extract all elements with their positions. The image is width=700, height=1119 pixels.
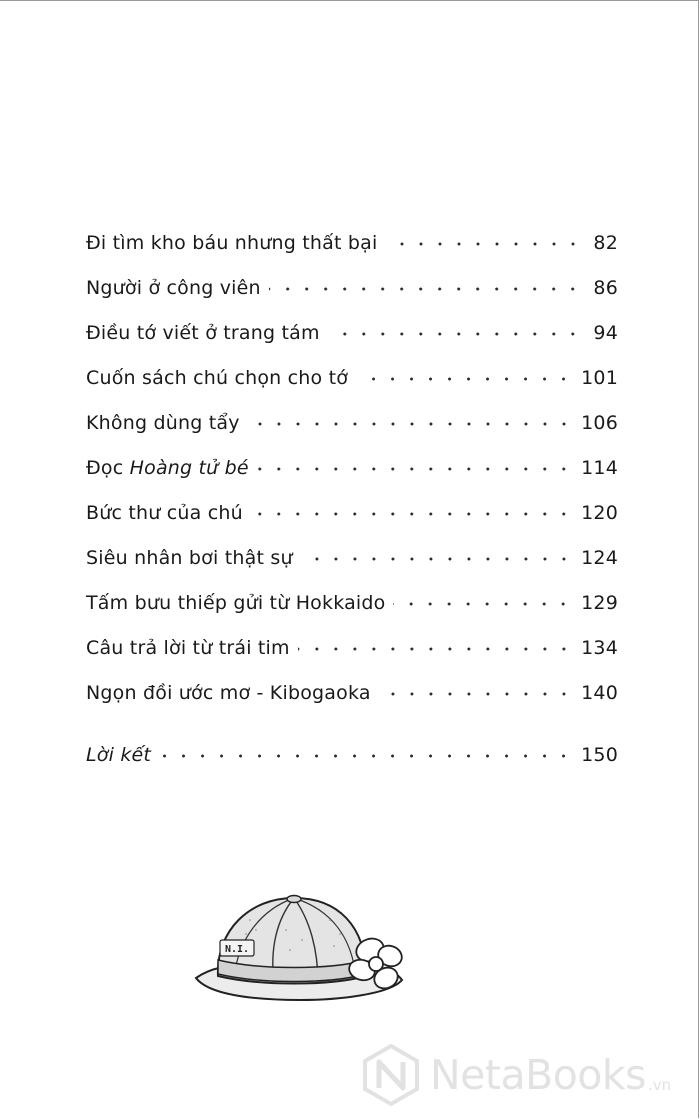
toc-entry-page: 120 bbox=[581, 502, 618, 524]
toc-entry-title: Không dùng tẩy bbox=[86, 412, 240, 434]
toc-entry[interactable] bbox=[86, 590, 618, 635]
toc-entry-title: Người ở công viên bbox=[86, 277, 261, 299]
dot-leader bbox=[393, 594, 573, 613]
toc-entry-title: Đi tìm kho báu nhưng thất bại bbox=[86, 232, 378, 254]
netabooks-logo-icon bbox=[362, 1044, 420, 1106]
dot-leader bbox=[298, 639, 573, 658]
toc-entry[interactable] bbox=[86, 500, 618, 545]
toc-entry[interactable] bbox=[86, 230, 618, 275]
toc-entry[interactable] bbox=[86, 275, 618, 320]
toc-entry-title: Bức thư của chú bbox=[86, 502, 243, 524]
toc-entry-page: 129 bbox=[581, 592, 618, 614]
toc-entry-title-prefix: Đọc bbox=[86, 457, 130, 479]
toc-entry[interactable] bbox=[86, 635, 618, 680]
toc-entry-page: 101 bbox=[581, 367, 618, 389]
toc-epilogue[interactable] bbox=[86, 742, 618, 787]
toc-entry[interactable] bbox=[86, 545, 618, 590]
toc-entry-title: Siêu nhân bơi thật sự bbox=[86, 547, 293, 569]
dot-leader bbox=[301, 549, 573, 568]
toc-entry-title: Ngọn đồi ước mơ - Kibogaoka bbox=[86, 682, 371, 704]
dot-leader bbox=[328, 324, 582, 343]
toc-entry-page: 82 bbox=[593, 232, 618, 254]
dot-leader bbox=[356, 369, 573, 388]
dot-leader bbox=[251, 504, 573, 523]
toc-entry[interactable] bbox=[86, 410, 618, 455]
toc-entry-page: 124 bbox=[581, 547, 618, 569]
toc-epilogue-page: 150 bbox=[581, 744, 618, 766]
watermark-brand: NetaBooks bbox=[430, 1051, 646, 1099]
toc-entry[interactable] bbox=[86, 320, 618, 365]
dot-leader bbox=[159, 746, 573, 765]
toc-entry-page: 114 bbox=[581, 457, 618, 479]
toc-entry-title: Điều tớ viết ở trang tám bbox=[86, 322, 320, 344]
toc-entry-title: Cuốn sách chú chọn cho tớ bbox=[86, 367, 349, 389]
toc-entry-title-italic: Hoàng tử bé bbox=[129, 457, 249, 479]
dot-leader bbox=[379, 684, 573, 703]
toc-entry[interactable] bbox=[86, 680, 618, 725]
toc-entry-page: 94 bbox=[593, 322, 618, 344]
dot-leader bbox=[257, 459, 573, 478]
watermark bbox=[362, 1040, 692, 1110]
table-of-contents bbox=[86, 230, 618, 787]
toc-entry-page: 134 bbox=[581, 637, 618, 659]
toc-entry[interactable] bbox=[86, 365, 618, 410]
toc-entry-page: 140 bbox=[581, 682, 618, 704]
toc-entry-title bbox=[86, 457, 249, 479]
watermark-tld: .vn bbox=[648, 1076, 672, 1094]
dot-leader bbox=[269, 279, 582, 298]
school-hat-illustration bbox=[190, 890, 410, 1020]
dot-leader bbox=[386, 234, 583, 253]
toc-epilogue-title: Lời kết bbox=[86, 744, 152, 766]
toc-entry-title: Câu trả lời từ trái tim bbox=[86, 637, 290, 659]
dot-leader bbox=[248, 414, 573, 433]
hat-badge-label: N.I. bbox=[224, 944, 250, 955]
toc-entry-page: 86 bbox=[593, 277, 618, 299]
toc-entry-title: Tấm bưu thiếp gửi từ Hokkaido bbox=[86, 592, 386, 614]
toc-entry[interactable] bbox=[86, 455, 618, 500]
toc-entry-page: 106 bbox=[581, 412, 618, 434]
